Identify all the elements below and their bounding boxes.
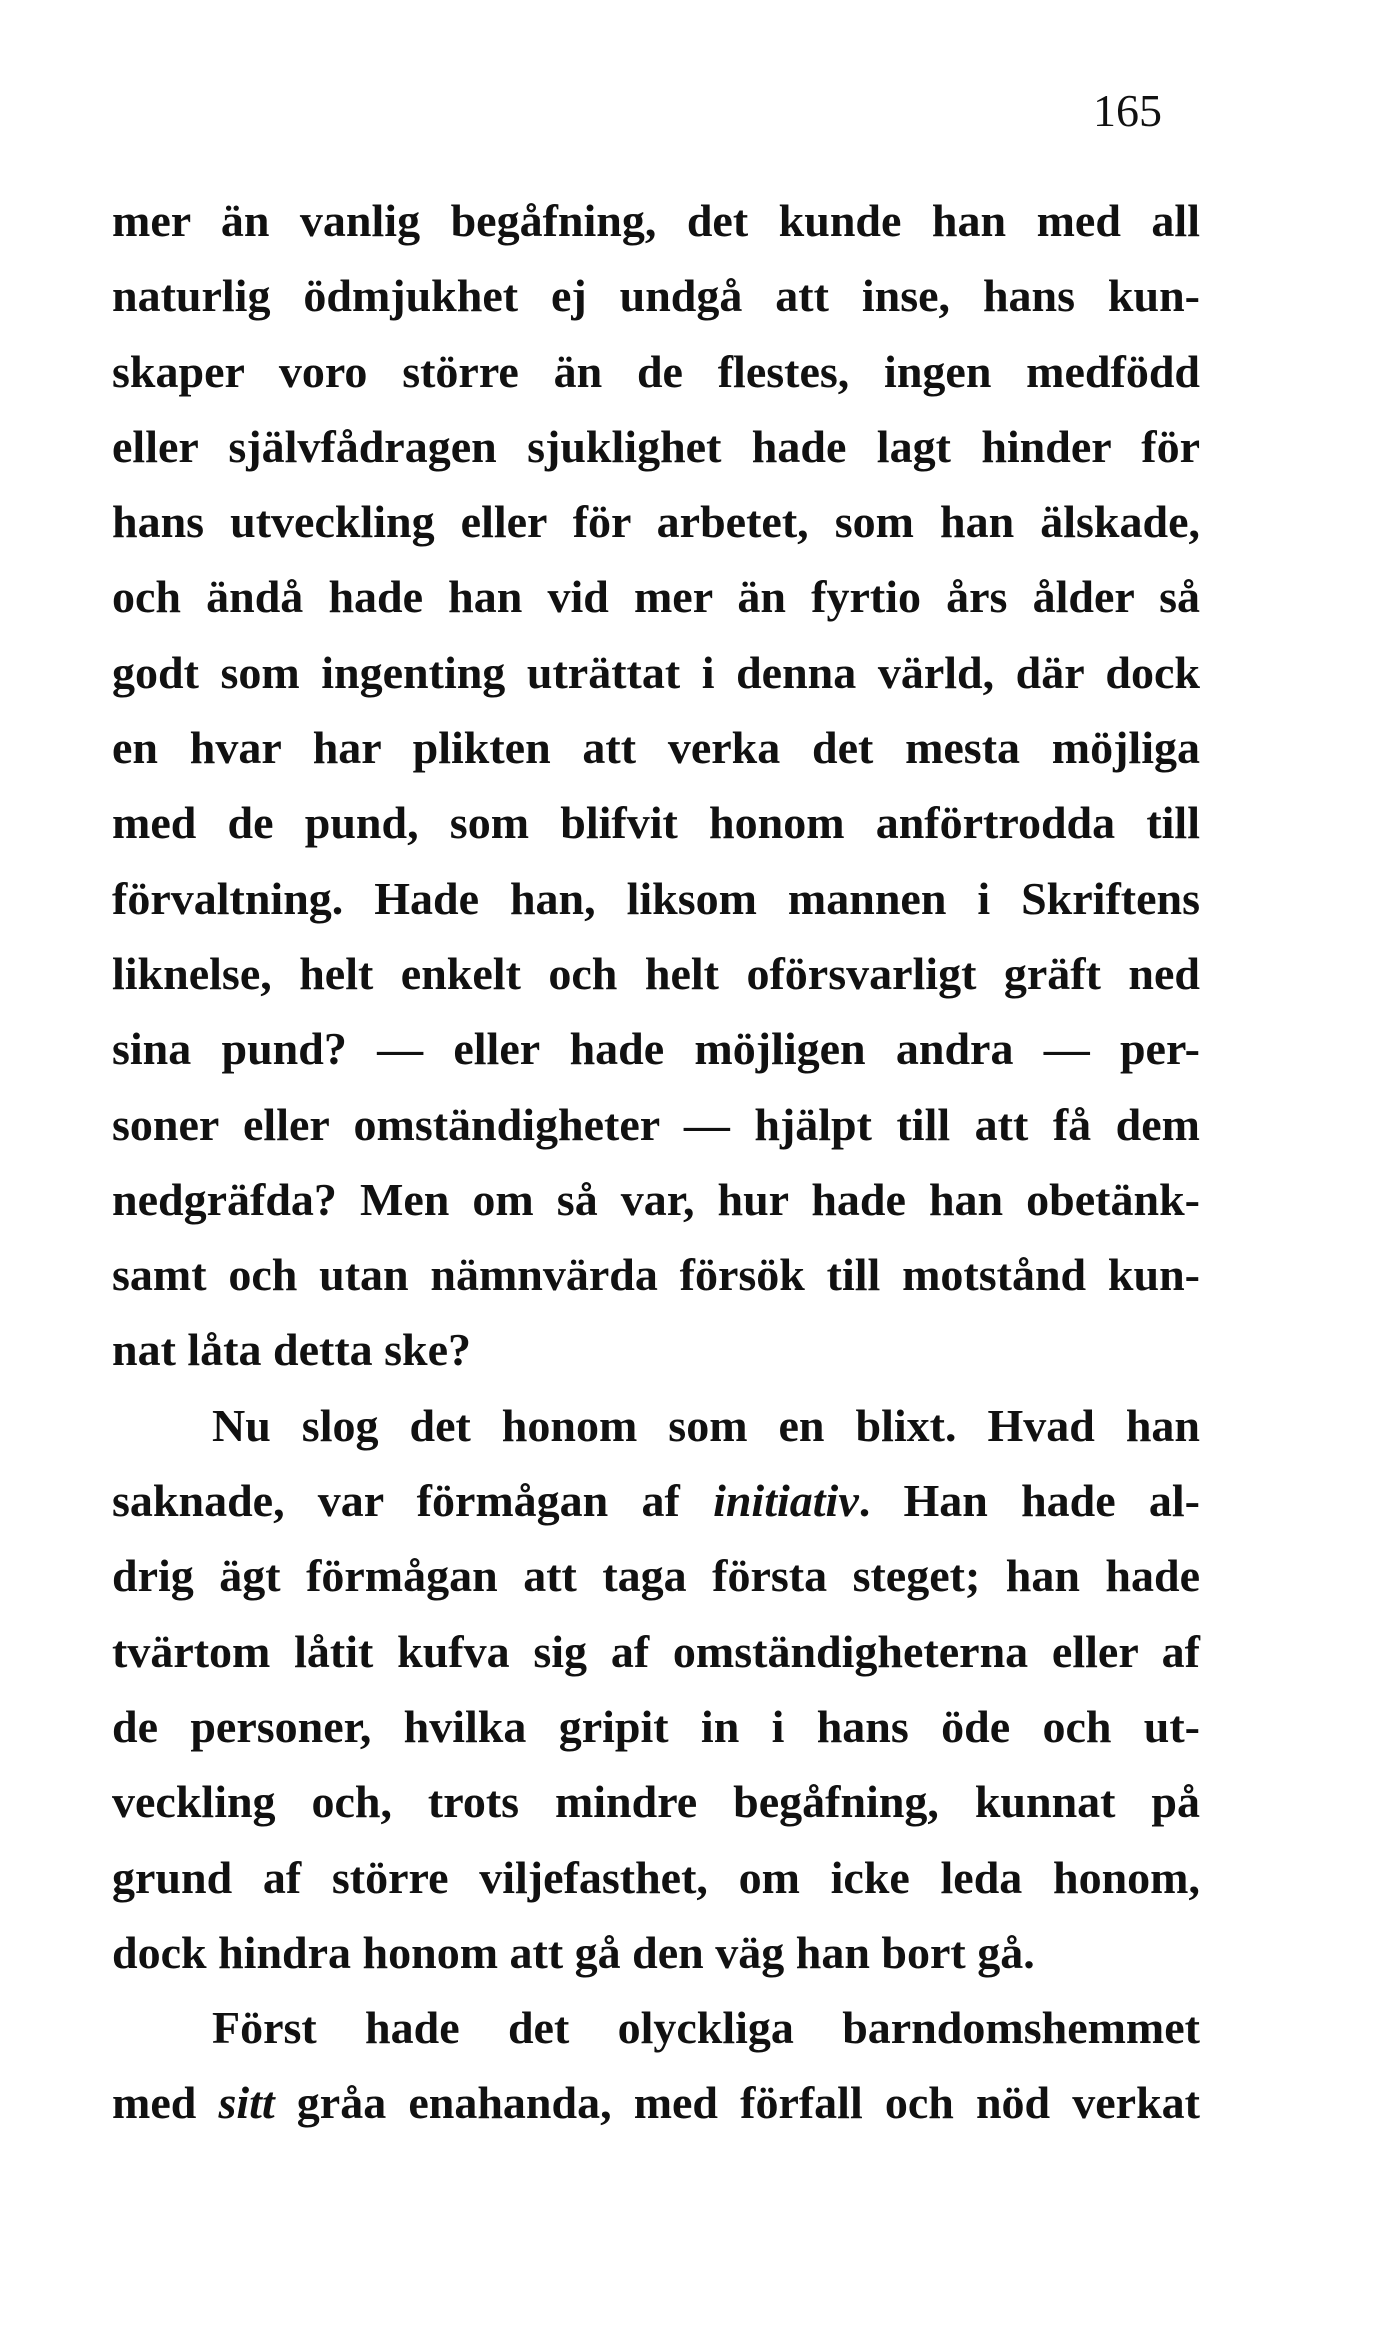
text-segment: mer än vanlig begåfning, det kunde han med all — [112, 195, 1200, 246]
text-segment: godt som ingenting uträttat i denna värld, där dock — [112, 646, 1200, 698]
text-segment: tvärtom låtit kufva sig af omständigheterna eller af — [112, 1625, 1200, 1677]
text-segment: . Han hade al- — [858, 1475, 1201, 1527]
text-segment: Nu slog det honom som en blixt. Hvad han — [212, 1399, 1200, 1451]
text-segment: de personer, hvilka gripit in i hans öde och ut- — [112, 1700, 1200, 1752]
text-segment: grund af större viljefasthet, om icke leda honom, — [112, 1851, 1200, 1903]
text-segment: samt och utan nämnvärda försök till motstånd kun- — [112, 1249, 1200, 1301]
text-segment: gråa enahanda, med förfall och nöd verkat — [274, 2077, 1200, 2129]
text-segment: en hvar har plikten att verka det mesta möjliga — [112, 722, 1200, 774]
text-line — [112, 861, 1200, 936]
text-segment: och ändå hade han vid mer än fyrtio års ålder så — [112, 571, 1200, 623]
page-number: 165 — [1093, 85, 1162, 136]
text-line — [112, 409, 1200, 484]
text-line — [112, 1237, 1200, 1312]
text-segment: drig ägt förmågan att taga första steget; han hade — [112, 1550, 1200, 1602]
text-segment: nat låta detta ske? — [112, 1324, 472, 1376]
text-line — [112, 1312, 1200, 1387]
text-line — [112, 2065, 1200, 2140]
text-line — [112, 1614, 1200, 1689]
paragraph — [112, 183, 1200, 1388]
text-line — [112, 183, 1200, 258]
italic-text: sitt — [218, 2077, 275, 2129]
text-segment: eller självfådragen sjuklighet hade lagt hinder för — [112, 420, 1200, 472]
text-line — [112, 1689, 1200, 1764]
text-segment: soner eller omständigheter — hjälpt till att få dem — [112, 1098, 1200, 1150]
text-line — [112, 635, 1200, 710]
text-line — [112, 1764, 1200, 1839]
text-segment: förvaltning. Hade han, liksom mannen i Skriftens — [112, 872, 1200, 924]
text-line — [112, 1011, 1200, 1086]
text-line — [112, 1990, 1200, 2065]
text-line — [112, 484, 1200, 559]
italic-text: initiativ — [713, 1475, 859, 1527]
text-segment: dock hindra honom att gå den väg han bort gå. — [112, 1926, 1035, 1978]
text-line — [112, 1538, 1200, 1613]
text-segment: nedgräfda? Men om så var, hur hade han obetänk- — [112, 1173, 1200, 1225]
text-segment: med — [112, 2077, 219, 2129]
text-line — [112, 1087, 1200, 1162]
text-line — [112, 1388, 1200, 1463]
text-segment: med de pund, som blifvit honom anförtrodda till — [112, 797, 1200, 849]
text-segment: Först hade det olyckliga barndomshemmet — [212, 2002, 1200, 2054]
text-line — [112, 936, 1200, 1011]
text-segment: skaper voro större än de flestes, ingen medfödd — [112, 345, 1200, 397]
text-line — [112, 1915, 1200, 1990]
body-text — [112, 183, 1200, 2141]
paragraph — [112, 1388, 1200, 1990]
text-line — [112, 258, 1200, 333]
text-line — [112, 785, 1200, 860]
text-line — [112, 559, 1200, 634]
text-segment: hans utveckling eller för arbetet, som han älskade, — [112, 496, 1200, 548]
text-segment: naturlig ödmjukhet ej undgå att inse, hans kun- — [112, 270, 1200, 322]
text-segment: saknade, var förmågan af — [112, 1475, 714, 1527]
text-segment: veckling och, trots mindre begåfning, kunnat på — [112, 1776, 1200, 1828]
paragraph — [112, 1990, 1200, 2141]
text-line — [112, 1162, 1200, 1237]
text-segment: liknelse, helt enkelt och helt oförsvarligt gräft ned — [112, 947, 1200, 999]
text-line — [112, 334, 1200, 409]
text-line — [112, 1463, 1200, 1538]
text-line — [112, 710, 1200, 785]
text-segment: sina pund? — eller hade möjligen andra — per- — [112, 1023, 1200, 1075]
text-line — [112, 1840, 1200, 1915]
